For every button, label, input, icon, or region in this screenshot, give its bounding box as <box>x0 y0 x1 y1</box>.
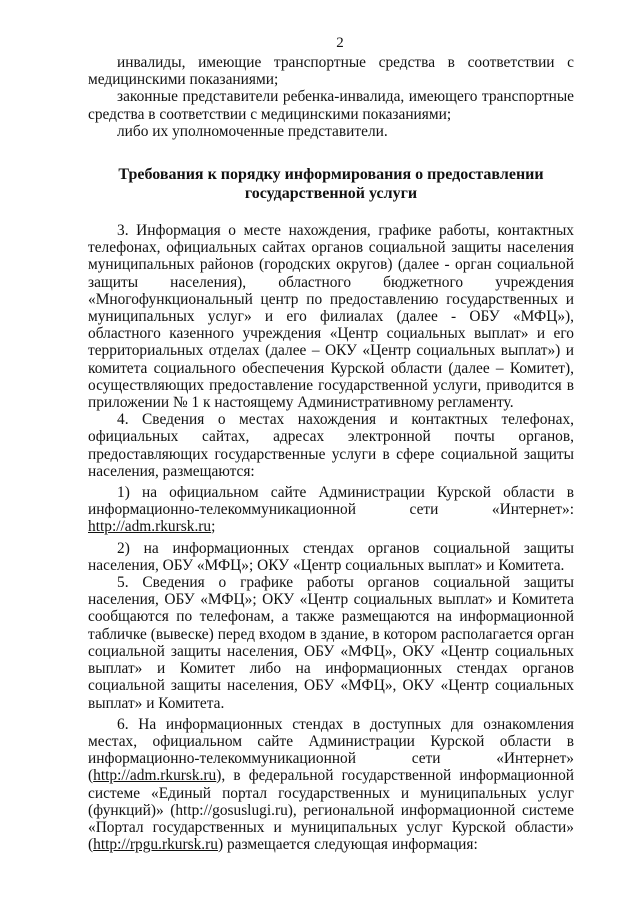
page-number: 2 <box>336 35 344 51</box>
paragraph-4-1 <box>88 484 574 536</box>
section-heading <box>88 165 574 203</box>
paragraph-4: 4. Сведения о местах нахождения и контактных телефонах, официальных сайтах, адресах электронной почты органов, предоставляющих государственные услуги в сфере социальной защиты населения, размещаются: <box>88 411 574 480</box>
paragraph-6 <box>88 716 574 854</box>
paragraph-6-part-a: 6. На информационных стендах в доступных для ознакомления местах, официальном сайте Администрации Курской области в информационно-телекоммуникационной сети «Интернет» ( <box>88 715 574 785</box>
paragraph-6-part-c: ) размещается следующая информация: <box>217 836 478 854</box>
intro-paragraph-authorized: либо их уполномоченные представители. <box>117 122 388 140</box>
rpgu-rkursk-link[interactable]: http://rpgu.rkursk.ru <box>93 836 218 854</box>
paragraph-4-1-text: 1) на официальном сайте Администрации Курской области в информационно-телекоммуникационной сети «Интернет»: <box>88 484 574 519</box>
document-body <box>88 54 574 853</box>
intro-paragraph-disabled: инвалиды, имеющие транспортные средства в соответствии с медицинскими показаниями; <box>88 54 574 89</box>
section-heading-line-1: Требования к порядку информирования о предоставлении <box>118 166 544 184</box>
paragraph-3: 3. Информация о месте нахождения, графике работы, контактных телефонах, официальных сайтах органов социальной защиты населения муниципальных районов (городских округов) (далее - орган социальной защиты населения), областного бюджетного учреждения «Многофункциональный центр по предоставлению государственных и муниципальных услуг» и его филиалах (далее - ОБУ «МФЦ»), областного казенного учреждения «Центр социальных выплат» и его территориальных отделах (далее – ОКУ «Центр социальных выплат») и комитета социального обеспечения Курской области (далее – Комитет), осуществляющих предоставление государственной услуги, приводится в приложении № 1 к настоящему Административному регламенту. <box>88 222 574 412</box>
paragraph-4-1-end: ; <box>211 518 216 536</box>
paragraph-4-2: 2) на информационных стендах органов социальной защиты населения, ОБУ «МФЦ»; ОКУ «Центр социальных выплат» и Комитета. <box>88 539 574 574</box>
paragraph-5: 5. Сведения о графике работы органов социальной защиты населения, ОБУ «МФЦ»; ОКУ «Центр социальных выплат» и Комитета сообщаются по телефонам, а также размещаются на информационной табличке (вывеске) перед входом в здание, в котором располагается орган социальной защиты населения, ОБУ «МФЦ», ОКУ «Центр социальных выплат» и Комитет либо на информационных стендах органов социальной защиты населения, ОБУ «МФЦ», ОКУ «Центр социальных выплат» и Комитета. <box>88 574 574 712</box>
section-heading-line-2: государственной услуги <box>244 185 418 203</box>
paragraph-6-part-b: ), в федеральной государственной информационной системе «Единый портал государственных и муниципальных услуг (функций)» (http://gosuslugi.ru), региональной информационной системе «Портал государственных и муниципальных услуг Курской области» ( <box>88 767 574 854</box>
intro-paragraph-legal-representatives: законные представители ребенка-инвалида, имеющего транспортные средства в соответствии с медицинскими показаниями; <box>88 88 574 123</box>
adm-rkursk-link-2[interactable]: http://adm.rkursk.ru <box>93 767 217 785</box>
adm-rkursk-link[interactable]: http://adm.rkursk.ru <box>88 518 212 536</box>
